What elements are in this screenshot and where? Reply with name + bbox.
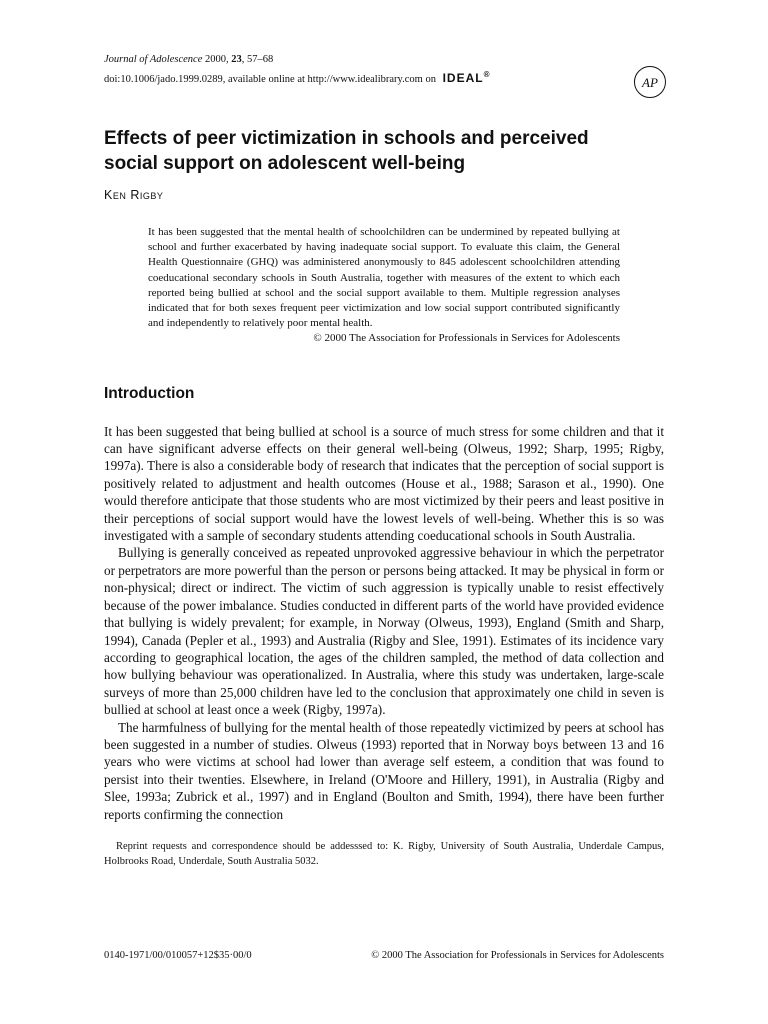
paragraph-2: Bullying is generally conceived as repeated unprovoked aggressive behaviour in which the perpetrator or perpetrators are more powerful than the person or persons being attacked. It may be physical in form or non-physical; direct or indirect. The victim of such aggression is typically unable to resist effectively because of the power imbalance. Studies conducted in different parts of the world have provided evidence that bullying is widely prevalent; for example, in Norway (Olweus, 1993), England (Smith and Sharp, 1994), Canada (Pepler et al., 1993) and Australia (Rigby and Slee, 1991). Estimates of its incidence vary according to geographical location, the ages of the children sampled, the method of data collection and how bullying behaviour was operationalized. In Australia, where this study was undertaken, large-scale surveys of more than 25,000 children have led to the conclusion that approximately one child in seven is bullied at school at least once a week (Rigby, 1997a). bbox=[104, 545, 664, 718]
volume-number: 23 bbox=[231, 54, 242, 65]
body-text bbox=[104, 423, 664, 823]
abstract-text: It has been suggested that the mental health of schoolchildren can be undermined by repeated bullying at school and further exacerbated by having inadequate social support. To evaluate this claim, the General Health Questionnaire (GHQ) was administered anonymously to 845 adolescent schoolchildren attending coeducational secondary schools in South Australia, together with measures of the extent to which each reported being bullied at school and the social support available to them. Multiple regression analyses indicated that for both sexes frequent peer victimization and low social support contributed significantly and independently to relatively poor mental health. bbox=[148, 226, 620, 330]
doi-text: doi:10.1006/jado.1999.0289, available online at http://www.idealibrary.com on bbox=[104, 74, 436, 85]
footer-copyright: © 2000 The Association for Professionals in Services for Adolescents bbox=[371, 950, 664, 961]
title-line-2: social support on adolescent well-being bbox=[104, 153, 466, 174]
issn-code: 0140-1971/00/010057+12$35·00/0 bbox=[104, 950, 252, 961]
page-range: , 57–68 bbox=[241, 54, 274, 65]
doi-line bbox=[104, 67, 664, 87]
paragraph-3: The harmfulness of bullying for the mental health of those repeatedly victimized by peers at school has been suggested in a number of studies. Olweus (1993) reported that in Norway boys between 13 and 16 years who were victims at school had lower than average self esteem, a condition that was found to persist into their twenties. Elsewhere, in Ireland (O'Moore and Hillery, 1991), in Australia (Rigby and Slee, 1993a; Zubrick et al., 1997) and in England (Boulton and Smith, 1994), there have been further reports confirming the connection bbox=[104, 719, 664, 822]
article-page bbox=[104, 52, 664, 961]
year-text: 2000, bbox=[202, 54, 232, 65]
journal-title: Journal of Adolescence bbox=[104, 54, 203, 65]
ideal-logo-icon: IDEAL® bbox=[442, 70, 491, 85]
correspondence-footnote: Reprint requests and correspondence should be addesssed to: K. Rigby, University of South Australia, Underdale Campus, Holbrooks Road, Underdale, South Australia 5032. bbox=[104, 840, 664, 867]
abstract-copyright: © 2000 The Association for Professionals in Services for Adolescents bbox=[313, 332, 620, 345]
title-line-1: Effects of peer victimization in schools and perceived bbox=[104, 128, 589, 149]
section-heading: Introduction bbox=[104, 384, 195, 402]
abstract bbox=[148, 225, 620, 347]
paragraph-1: It has been suggested that being bullied at school is a source of much stress for some children and that it can have significant adverse effects on their general well-being (Olweus, 1992; Sharp, 1995; Rigby, 1997a). There is also a considerable body of research that indicates that the perception of social support is positively related to adjustment and health outcomes (House et al., 1988; Sarason et al., 1990). One would therefore anticipate that those students who are most victimized by their peers and least positive in their perceptions of social support would have the lowest levels of well-being. Whether this is so was investigated with a sample of secondary students attending coeducational schools in South Australia. bbox=[104, 423, 664, 544]
journal-header bbox=[104, 52, 664, 90]
article-title bbox=[104, 126, 664, 176]
citation-line bbox=[104, 52, 664, 67]
page-footer bbox=[104, 950, 664, 961]
author-name: Ken Rigby bbox=[104, 188, 164, 202]
academic-press-logo-icon: AP bbox=[634, 66, 666, 98]
